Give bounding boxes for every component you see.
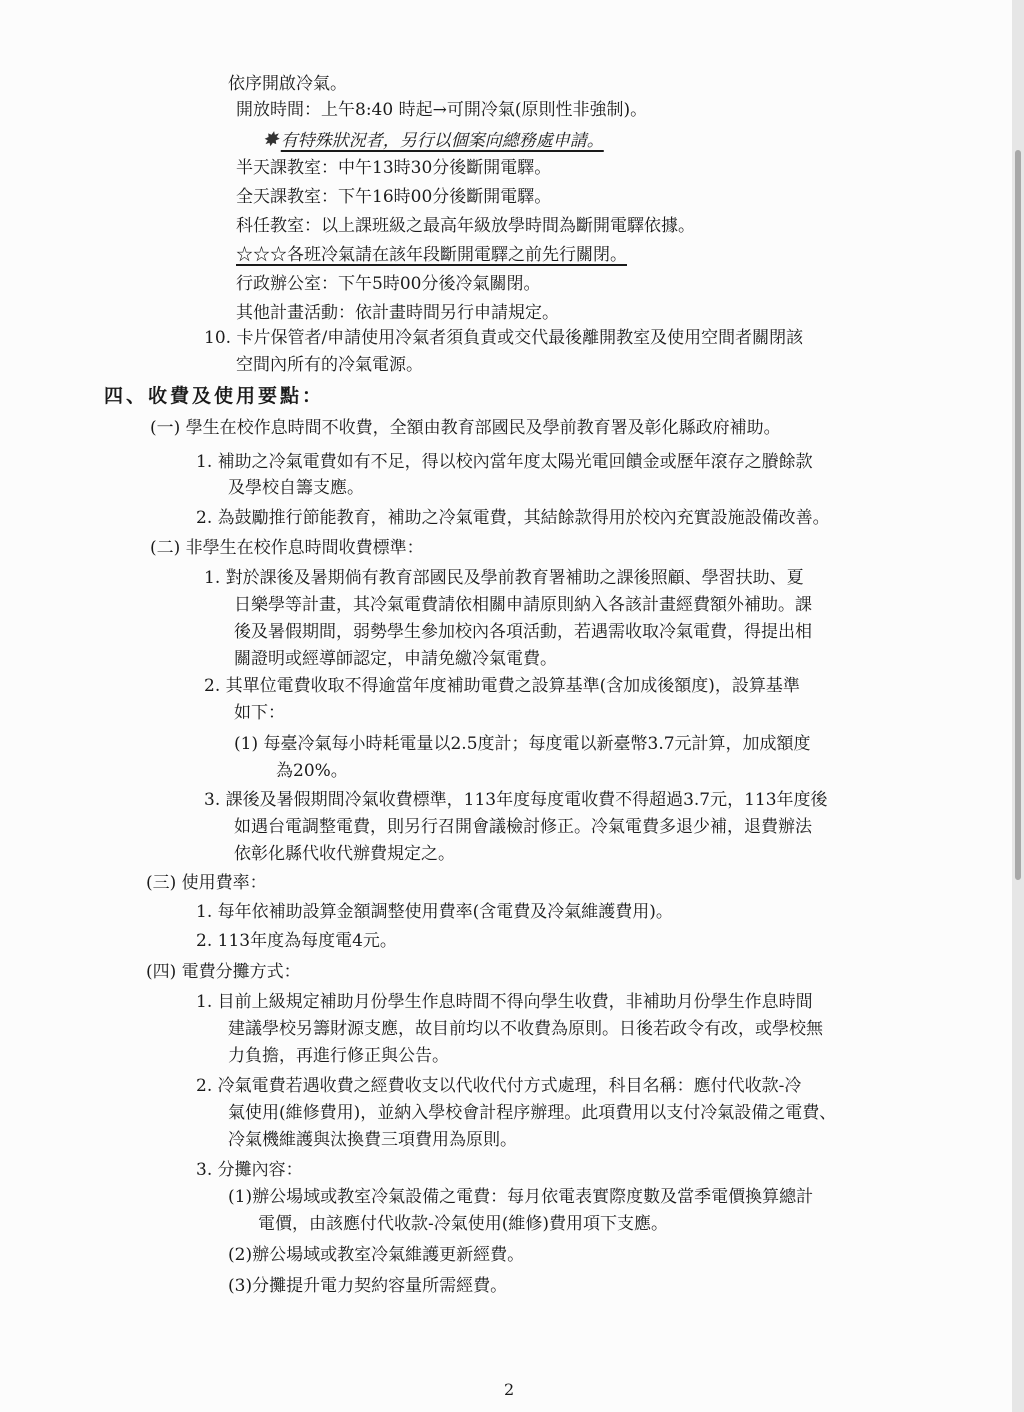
text-line: 關證明或經導師認定，申請免繳冷氣電費。 (234, 649, 557, 669)
text-line: 1. 每年依補助設算金額調整使用費率(含電費及冷氣維護費用)。 (196, 902, 673, 922)
text-line: 建議學校另籌財源支應，故目前均以不收費為原則。日後若政令有改，或學校無 (228, 1019, 823, 1039)
special-notice: ✸ 有特殊狀況者，另行以個案向總務處申請。 (262, 127, 604, 151)
text-line: 1. 目前上級規定補助月份學生作息時間不得向學生收費，非補助月份學生作息時間 (196, 992, 813, 1012)
text-line: 1. 對於課後及暑期倘有教育部國民及學前教育署補助之課後照顧、學習扶助、夏 (204, 568, 804, 588)
sub-heading: (二) 非學生在校作息時間收費標準： (150, 538, 424, 558)
text-line: 半天課教室：中午13時30分後斷開電驛。 (236, 158, 552, 178)
sub-heading: (四) 電費分攤方式： (146, 962, 301, 982)
text-line: 科任教室：以上課班級之最高年級放學時間為斷開電驛依據。 (236, 216, 695, 236)
text-line: (1)辦公場域或教室冷氣設備之電費：每月依電表實際度數及當季電價換算總計 (228, 1187, 814, 1207)
scrollbar-thumb[interactable] (1015, 150, 1021, 880)
text-line: 10. 卡片保管者/申請使用冷氣者須負責或交代最後離開教室及使用空間者關閉該 (204, 328, 804, 348)
text-line: 3. 課後及暑假期間冷氣收費標準，113年度每度電收費不得超過3.7元，113年度後 (204, 790, 828, 810)
text-line: (1) 每臺冷氣每小時耗電量以2.5度計；每度電以新臺幣3.7元計算，加成額度 (234, 734, 811, 754)
text-line: 行政辦公室：下午5時00分後冷氣關閉。 (236, 274, 541, 294)
section-heading: 四、收費及使用要點： (104, 385, 325, 407)
text-line: 日樂學等計畫，其冷氣電費請依相關申請原則納入各該計畫經費額外補助。課 (234, 595, 812, 615)
text-line: 開放時間：上午8:40 時起→可開冷氣(原則性非強制)。 (236, 100, 648, 120)
text-line: 2. 113年度為每度電4元。 (196, 931, 397, 951)
text-line: 3. 分攤內容： (196, 1160, 303, 1180)
text-line: 氣使用(維修費用)，並納入學校會計程序辦理。此項費用以支付冷氣設備之電費、 (228, 1103, 837, 1123)
scrollbar[interactable] (1012, 0, 1024, 1412)
text-line: 電價，由該應付代收款-冷氣使用(維修)費用項下支應。 (258, 1214, 669, 1234)
text-line: 1. 補助之冷氣電費如有不足，得以校內當年度太陽光電回饋金或歷年滾存之賸餘款 (196, 452, 813, 472)
text-line: 為20%。 (276, 761, 348, 781)
text-line: 及學校自籌支應。 (228, 478, 364, 498)
sub-heading: (一) 學生在校作息時間不收費，全額由教育部國民及學前教育署及彰化縣政府補助。 (150, 418, 781, 438)
text-line: 2. 為鼓勵推行節能教育，補助之冷氣電費，其結餘款得用於校內充實設施設備改善。 (196, 508, 830, 528)
text-line: 依序開啟冷氣。 (228, 74, 347, 94)
text-line: (2)辦公場域或教室冷氣維護更新經費。 (228, 1245, 525, 1265)
text-line: 如下： (234, 703, 285, 723)
text-line: 力負擔，再進行修正與公告。 (228, 1046, 449, 1066)
highlight-notice: ☆☆☆各班冷氣請在該年段斷開電驛之前先行關閉。 (236, 245, 627, 265)
text-line: 2. 冷氣電費若遇收費之經費收支以代收代付方式處理，科目名稱：應付代收款-冷 (196, 1076, 802, 1096)
text-line: 依彰化縣代收代辦費規定之。 (234, 844, 455, 864)
text-line: 2. 其單位電費收取不得逾當年度補助電費之設算基準(含加成後額度)，設算基準 (204, 676, 800, 696)
text-line: 其他計畫活動：依計畫時間另行申請規定。 (236, 303, 559, 323)
starburst-icon: ✸ (262, 127, 279, 151)
text-line: 空間內所有的冷氣電源。 (236, 355, 423, 375)
text-line: 後及暑假期間，弱勢學生參加校內各項活動，若遇需收取冷氣電費，得提出相 (234, 622, 812, 642)
text-line: 如遇台電調整電費，則另行召開會議檢討修正。冷氣電費多退少補，退費辦法 (234, 817, 812, 837)
text-line: 全天課教室：下午16時00分後斷開電驛。 (236, 187, 552, 207)
text-line: (3)分攤提升電力契約容量所需經費。 (228, 1276, 508, 1296)
page-number: 2 (504, 1380, 515, 1399)
sub-heading: (三) 使用費率： (146, 873, 267, 893)
text-line: 冷氣機維護與汰換費三項費用為原則。 (228, 1130, 517, 1150)
